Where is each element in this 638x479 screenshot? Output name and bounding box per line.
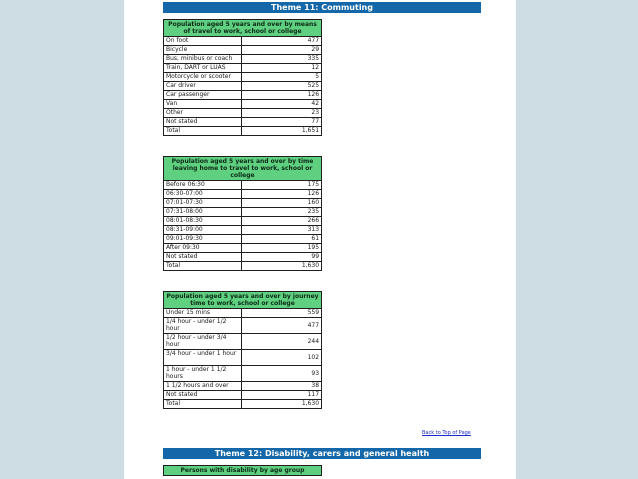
page-content (124, 0, 516, 479)
row-value: 126 (242, 190, 322, 199)
table-row-total (164, 127, 322, 136)
row-value: 195 (242, 244, 322, 253)
table-row (164, 64, 322, 73)
journey-time-header: Population aged 5 years and over by journey time to work, school or college (164, 292, 322, 309)
disability-header: Persons with disability by age group (164, 466, 322, 476)
row-value: 93 (242, 366, 322, 382)
row-label: Total (164, 127, 242, 136)
row-label: Bicycle (164, 46, 242, 55)
table-row (164, 366, 322, 382)
row-value: 525 (242, 82, 322, 91)
time-leaving-home-table (163, 156, 322, 271)
row-value: 23 (242, 109, 322, 118)
means-of-travel-header: Population aged 5 years and over by means of travel to work, school or college (164, 20, 322, 37)
row-value: 77 (242, 118, 322, 127)
row-label: Not stated (164, 391, 242, 400)
time-leaving-home-header: Population aged 5 years and over by time leaving home to travel to work, school or college (164, 157, 322, 181)
row-value: 160 (242, 199, 322, 208)
row-label: 07:01-07:30 (164, 199, 242, 208)
row-value: 12 (242, 64, 322, 73)
row-label: Car driver (164, 82, 242, 91)
means-of-travel-table (163, 19, 322, 136)
row-label: Under 15 mins (164, 309, 242, 318)
row-label: 1/4 hour - under 1/2 hour (164, 318, 242, 334)
table-row (164, 199, 322, 208)
table-row (164, 334, 322, 350)
row-value: 313 (242, 226, 322, 235)
table-row-total (164, 400, 322, 409)
table-row (164, 226, 322, 235)
row-label: After 09:30 (164, 244, 242, 253)
table-row (164, 244, 322, 253)
row-value: 175 (242, 181, 322, 190)
table-row-total (164, 262, 322, 271)
row-label: 1 hour - under 1 1/2 hours (164, 366, 242, 382)
theme-11-heading: Theme 11: Commuting (163, 2, 481, 13)
table-row (164, 118, 322, 127)
table-row (164, 109, 322, 118)
table-row (164, 55, 322, 64)
row-value: 102 (242, 350, 322, 366)
table-row (164, 235, 322, 244)
row-label: On foot (164, 37, 242, 46)
row-value: 1,630 (242, 262, 322, 271)
row-value: 5 (242, 73, 322, 82)
table-row (164, 253, 322, 262)
row-value: 1,651 (242, 127, 322, 136)
row-value: 38 (242, 382, 322, 391)
table-row (164, 350, 322, 366)
row-label: Not stated (164, 253, 242, 262)
row-label: Bus, minibus or coach (164, 55, 242, 64)
row-value: 117 (242, 391, 322, 400)
row-label: Total (164, 400, 242, 409)
table-row (164, 309, 322, 318)
row-label: Before 06:30 (164, 181, 242, 190)
row-label: Train, DART or LUAS (164, 64, 242, 73)
row-value: 477 (242, 318, 322, 334)
table-row (164, 100, 322, 109)
row-value: 477 (242, 37, 322, 46)
table-row (164, 46, 322, 55)
table-row (164, 318, 322, 334)
table-row (164, 382, 322, 391)
row-value: 126 (242, 91, 322, 100)
row-label: Car passenger (164, 91, 242, 100)
row-label: 08:01-08:30 (164, 217, 242, 226)
row-value: 235 (242, 208, 322, 217)
table-row (164, 190, 322, 199)
row-value: 335 (242, 55, 322, 64)
row-label: Not stated (164, 118, 242, 127)
row-value: 99 (242, 253, 322, 262)
row-value: 42 (242, 100, 322, 109)
back-to-top-link[interactable]: Back to Top of Page (422, 430, 471, 436)
table-row (164, 181, 322, 190)
row-value: 559 (242, 309, 322, 318)
row-value: 29 (242, 46, 322, 55)
table-row (164, 91, 322, 100)
row-label: Van (164, 100, 242, 109)
table-row (164, 82, 322, 91)
table-row (164, 391, 322, 400)
row-value: 61 (242, 235, 322, 244)
journey-time-table (163, 291, 322, 409)
table-row (164, 37, 322, 46)
row-label: 06:30-07:00 (164, 190, 242, 199)
row-value: 266 (242, 217, 322, 226)
row-label: 08:31-09:00 (164, 226, 242, 235)
disability-table (163, 465, 322, 476)
row-label: 07:31-08:00 (164, 208, 242, 217)
row-label: 09:01-09:30 (164, 235, 242, 244)
table-row (164, 217, 322, 226)
row-value: 1,630 (242, 400, 322, 409)
table-row (164, 73, 322, 82)
row-label: 3/4 hour - under 1 hour (164, 350, 242, 366)
row-label: Total (164, 262, 242, 271)
row-label: Other (164, 109, 242, 118)
row-value: 244 (242, 334, 322, 350)
row-label: Motorcycle or scooter (164, 73, 242, 82)
row-label: 1/2 hour - under 3/4 hour (164, 334, 242, 350)
row-label: 1 1/2 hours and over (164, 382, 242, 391)
table-row (164, 208, 322, 217)
theme-12-heading: Theme 12: Disability, carers and general health (163, 448, 481, 459)
